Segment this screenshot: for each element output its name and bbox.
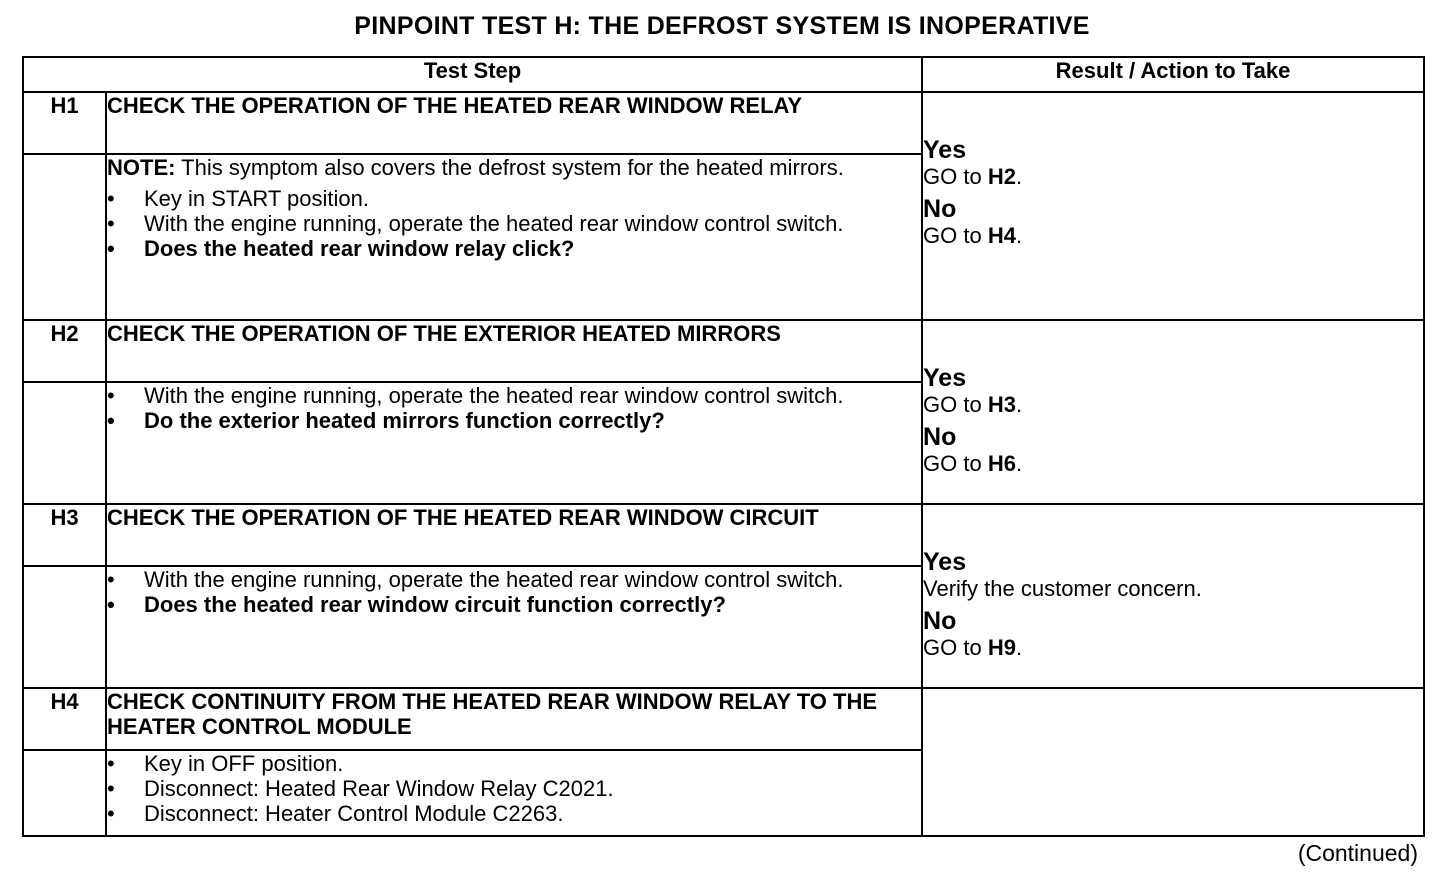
no-action: GO to H9. [923, 635, 1023, 660]
step-h1-heading-row [23, 92, 1424, 154]
list-item: • With the engine running, operate the heated rear window control switch. [107, 383, 921, 408]
step-h3-id-spacer [23, 566, 106, 688]
yes-label: Yes [923, 364, 967, 392]
header-result-action: Result / Action to Take [922, 57, 1424, 92]
list-item: • Disconnect: Heater Control Module C2263. [107, 801, 921, 826]
yes-label: Yes [923, 136, 967, 164]
step-h4-heading: CHECK CONTINUITY FROM THE HEATED REAR WINDOW RELAY TO THE HEATER CONTROL MODULE [106, 688, 922, 750]
page-title: PINPOINT TEST H: THE DEFROST SYSTEM IS INOPERATIVE [354, 12, 1090, 40]
no-label: No [923, 423, 957, 451]
test-question: • Does the heated rear window circuit function correctly? [107, 592, 921, 617]
step-h1-result [922, 92, 1424, 320]
step-id-h2: H2 [23, 320, 106, 382]
table-header-row [23, 57, 1424, 92]
bullet-list [107, 186, 921, 261]
bullet-list [107, 383, 921, 433]
header-test-step: Test Step [23, 57, 922, 92]
step-h2-result [922, 320, 1424, 504]
yes-action: Verify the customer concern. [923, 576, 1202, 601]
continued-label: (Continued) [1297, 840, 1418, 866]
yes-action: GO to H2. [923, 164, 1023, 189]
pinpoint-test-table [22, 56, 1425, 837]
no-action: GO to H6. [923, 451, 1023, 476]
step-h1-id-spacer [23, 154, 106, 320]
list-item: • Disconnect: Heated Rear Window Relay C2021. [107, 776, 921, 801]
step-h4-id-spacer [23, 750, 106, 836]
bullet-list [107, 751, 921, 826]
step-h3-heading-row [23, 504, 1424, 566]
step-id-h4: H4 [23, 688, 106, 750]
list-item: • Key in OFF position. [107, 751, 921, 776]
test-question: • Do the exterior heated mirrors function correctly? [107, 408, 921, 433]
list-item: • Key in START position. [107, 186, 921, 211]
step-h4-heading-row [23, 688, 1424, 750]
step-h1-heading: CHECK THE OPERATION OF THE HEATED REAR WINDOW RELAY [106, 92, 922, 154]
step-id-h1: H1 [23, 92, 106, 154]
step-h2-id-spacer [23, 382, 106, 504]
step-h2-heading: CHECK THE OPERATION OF THE EXTERIOR HEATED MIRRORS [106, 320, 922, 382]
step-h3-heading: CHECK THE OPERATION OF THE HEATED REAR WINDOW CIRCUIT [106, 504, 922, 566]
step-h3-body [106, 566, 922, 688]
list-item: • With the engine running, operate the heated rear window control switch. [107, 567, 921, 592]
note: NOTE: This symptom also covers the defrost system for the heated mirrors. [107, 155, 844, 180]
no-action: GO to H4. [923, 223, 1023, 248]
list-item: • With the engine running, operate the heated rear window control switch. [107, 211, 921, 236]
step-h3-result [922, 504, 1424, 688]
step-h1-body [106, 154, 922, 320]
step-h4-result [922, 688, 1424, 836]
bullet-list [107, 567, 921, 617]
yes-action: GO to H3. [923, 392, 1023, 417]
yes-label: Yes [923, 548, 967, 576]
step-id-h3: H3 [23, 504, 106, 566]
step-h2-heading-row [23, 320, 1424, 382]
step-h2-body [106, 382, 922, 504]
no-label: No [923, 607, 957, 635]
no-label: No [923, 195, 957, 223]
step-h4-body [106, 750, 922, 836]
test-question: • Does the heated rear window relay click? [107, 236, 921, 261]
